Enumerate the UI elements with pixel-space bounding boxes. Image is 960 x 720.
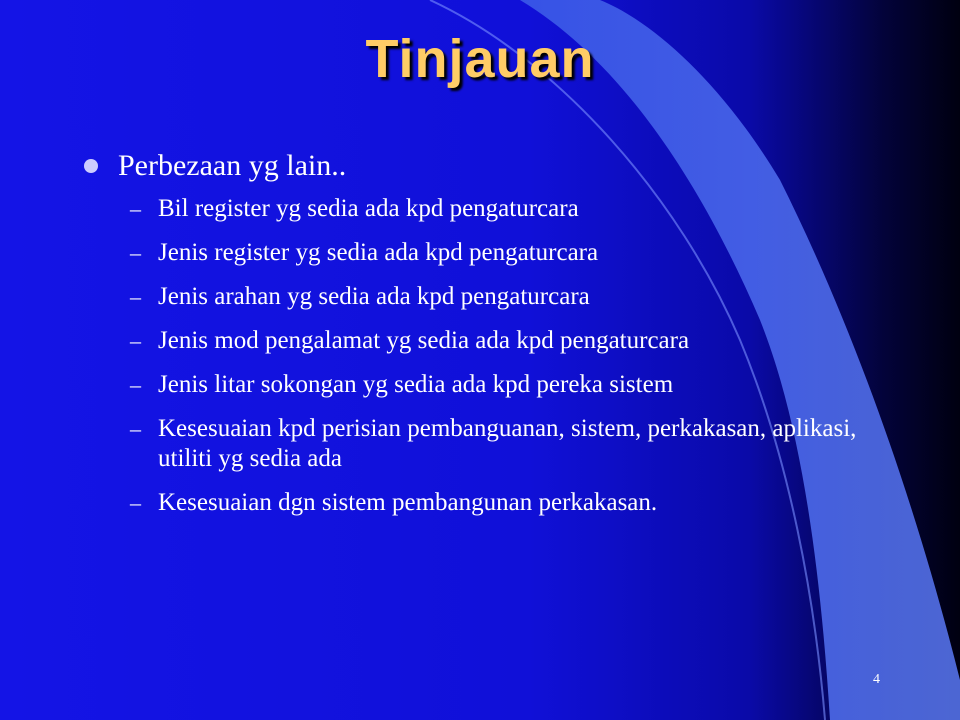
sub-bullet: [84, 414, 864, 474]
sub-bullet-text: Kesesuaian dgn sistem pembangunan perkakasan.: [158, 489, 658, 516]
dash-icon: –: [130, 328, 141, 353]
main-bullet-text: Perbezaan yg lain..: [118, 149, 347, 182]
sub-bullet-text: Bil register yg sedia ada kpd pengaturcara: [158, 195, 579, 222]
sub-bullet: [84, 326, 864, 356]
sub-bullet-text: Kesesuaian kpd perisian pembanguanan, sistem, perkakasan, aplikasi, utiliti yg sedia ada: [158, 415, 857, 472]
dash-icon: –: [130, 284, 141, 309]
slide-content: [84, 148, 864, 532]
sub-bullet-text: Jenis mod pengalamat yg sedia ada kpd pengaturcara: [158, 327, 690, 354]
sub-bullet-text: Jenis arahan yg sedia ada kpd pengaturcara: [158, 283, 590, 310]
main-bullet: [84, 148, 864, 184]
sub-bullet: [84, 370, 864, 400]
slide-title: Tinjauan: [365, 29, 595, 89]
bullet-dot-icon: [84, 159, 98, 173]
dash-icon: –: [130, 372, 141, 397]
sub-bullet-list: [84, 194, 864, 518]
dash-icon: –: [130, 240, 141, 265]
sub-bullet: [84, 238, 864, 268]
page-number: 4: [873, 672, 880, 687]
dash-icon: –: [130, 490, 141, 515]
sub-bullet: [84, 488, 864, 518]
sub-bullet: [84, 282, 864, 312]
sub-bullet-text: Jenis register yg sedia ada kpd pengaturcara: [158, 239, 599, 266]
dash-icon: –: [130, 416, 141, 441]
sub-bullet-text: Jenis litar sokongan yg sedia ada kpd pereka sistem: [158, 371, 674, 398]
sub-bullet: [84, 194, 864, 224]
dash-icon: –: [130, 196, 141, 221]
